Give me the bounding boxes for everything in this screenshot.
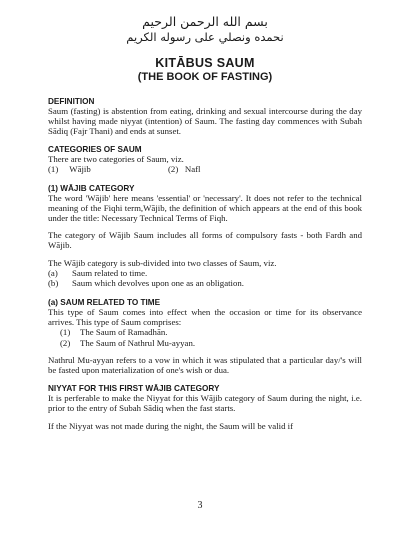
list-item-label: Saum related to time. — [72, 267, 148, 278]
list-item — [48, 268, 362, 279]
wajib-classes-list — [48, 268, 362, 289]
arabic-line-1: بسم الله الرحمن الرحيم — [142, 14, 268, 29]
category-label: Wājib — [69, 164, 91, 175]
wajib-heading: (1) WĀJIB CATEGORY — [48, 184, 135, 194]
niyyat-text-2: If the Niyyat was not made during the night, the Saum will be valid if — [48, 420, 294, 431]
definition-heading: DEFINITION — [48, 97, 95, 106]
arabic-line-2: نحمده ونصلي على رسوله الكريم — [126, 29, 284, 44]
category-label: Nafl — [184, 164, 201, 175]
niyyat-heading: NIYYAT FOR THIS FIRST WĀJIB CATEGORY — [48, 384, 220, 394]
categories-text: There are two categories of Saum, viz. — [48, 154, 184, 165]
categories-list — [48, 164, 362, 175]
list-item-label: The Saum of Ramadhān. — [80, 327, 168, 338]
category-item — [168, 164, 201, 175]
category-num: (2) — [168, 164, 179, 175]
list-item — [48, 327, 362, 338]
list-item — [48, 278, 362, 289]
list-item-num: (2) — [60, 337, 71, 348]
list-item-num: (b) — [48, 278, 59, 289]
list-item-label: The Saum of Nathrul Mu-ayyan. — [80, 337, 196, 348]
related-time-text: This type of Saum comes into effect when the occasion or time for its observance arrives. This type of Saum comprises: — [48, 306, 362, 327]
page-title: KITĀBUS SAUM — [155, 56, 255, 70]
wajib-text-1: The word 'Wājib' here means 'essential' or 'necessary'. It does not refer to the technical meaning of the Fiqhi term,Wājib, the definition of which appears at the end of this book under the title: Necessary Technical Terms of Fiqh. — [48, 193, 362, 224]
related-time-heading: (a) SAUM RELATED TO TIME — [48, 297, 161, 307]
wajib-text-3: The Wājib category is sub-divided into two classes of Saum, viz. — [48, 257, 277, 268]
related-time-text-2: Nathrul Mu-ayyan refers to a vow in which it was stipulated that a particular day/'s will be fasted upon materialization of one's wish or dua. — [48, 355, 362, 376]
category-num: (1) — [48, 164, 59, 175]
wajib-text-2: The category of Wājib Saum includes all forms of compulsory fasts - both Fardh and Wājib. — [48, 230, 362, 251]
definition-text: Saum (fasting) is abstention from eating, drinking and sexual intercourse during the day whilst having made niyyat (intention) of Saum. The fasting day commences with Subah Sādiq (Fajr Thani) and ends at sunset. — [48, 106, 362, 137]
page-number: 3 — [197, 500, 203, 511]
list-item-num: (a) — [48, 267, 58, 278]
niyyat-text: It is perferable to make the Niyyat for this Wājib category of Saum during the night, i.e. prior to the entry of Subah Sādiq when the fast starts. — [48, 393, 362, 414]
list-item-num: (1) — [60, 327, 71, 338]
page-subtitle: (THE BOOK OF FASTING) — [137, 71, 273, 83]
related-time-list — [48, 327, 362, 348]
list-item-label: Saum which devolves upon one as an obligation. — [72, 278, 244, 289]
category-item — [48, 164, 168, 175]
categories-heading: CATEGORIES OF SAUM — [48, 145, 142, 155]
list-item — [48, 338, 362, 349]
arabic-invocation — [48, 14, 362, 44]
